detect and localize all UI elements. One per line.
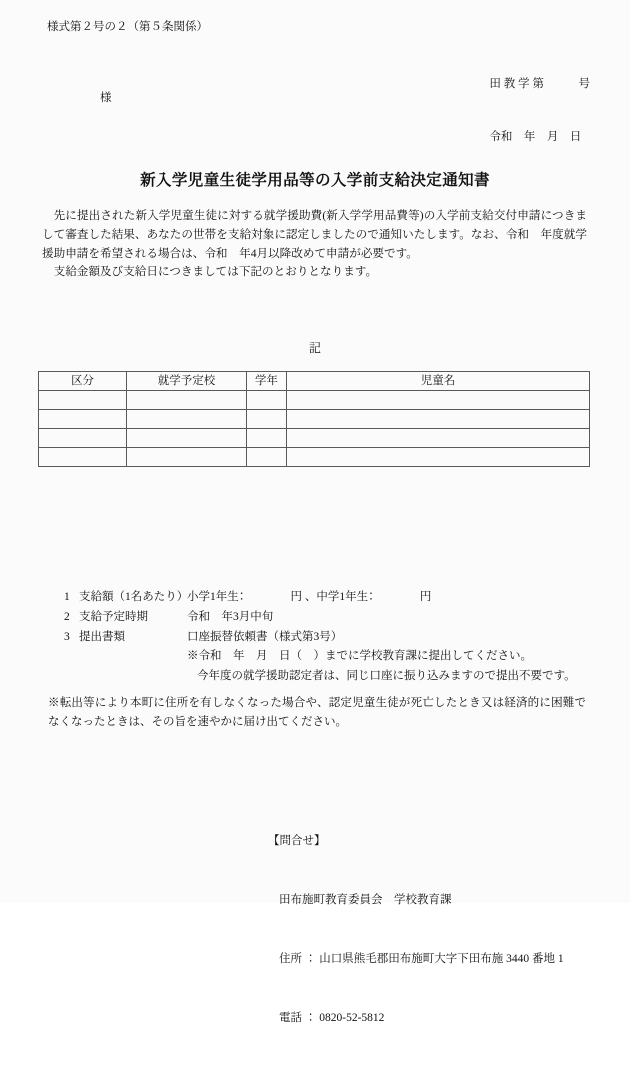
body-text — [42, 207, 587, 282]
detail-submission-exemption: 今年度の就学援助認定者は、同じ口座に振り込みますので提出不要です。 — [197, 670, 576, 683]
table-row — [39, 429, 590, 448]
detail-number: 1 — [64, 591, 70, 603]
contact-address: 住所 ： 山口県熊毛郡田布施町大字下田布施 3440 番地 1 — [279, 953, 564, 966]
document-number-block — [489, 40, 590, 183]
detail-number: 3 — [64, 630, 70, 643]
cell-school — [127, 429, 247, 448]
cell-name — [287, 429, 590, 448]
contact-heading: 【問合せ】 — [268, 834, 326, 847]
contact-phone: 電話 ： 0820-52-5812 — [279, 1012, 385, 1025]
form-number: 様式第２号の２（第５条関係） — [47, 21, 208, 33]
document-date: 令和 年 月 日 — [489, 131, 582, 144]
detail-submission-deadline: ※令和 年 月 日（ ）までに学校教育課に提出してください。 — [187, 650, 532, 663]
table-row — [39, 448, 590, 467]
column-header-school: 就学予定校 — [127, 372, 247, 391]
cell-grade — [247, 410, 287, 429]
cell-kubun — [39, 448, 127, 467]
cell-school — [127, 391, 247, 410]
notice-paragraph: ※転出等により本町に住所を有しなくなった場合や、認定児童生徒が死亡したとき又は経済的に困難でなくなったときは、その旨を速やかに届け出てください。 — [48, 697, 586, 728]
table-row — [39, 410, 590, 429]
cell-name — [287, 410, 590, 429]
table-row — [39, 391, 590, 410]
addressee-field: 様 — [100, 92, 112, 104]
notice-text — [48, 694, 586, 732]
column-header-kubun: 区分 — [39, 372, 127, 391]
body-paragraph-2: 支給金額及び支給日につきましては下記のとおりとなります。 — [53, 265, 378, 279]
detail-item-3 — [64, 628, 576, 648]
payment-detail-list — [64, 588, 576, 687]
cell-kubun — [39, 410, 127, 429]
column-header-name: 児童名 — [287, 372, 590, 391]
cell-name — [287, 448, 590, 467]
page-title: 新入学児童生徒学用品等の入学前支給決定通知書 — [140, 172, 490, 189]
detail-value: 令和 年3月中旬 — [187, 610, 274, 623]
cell-kubun — [39, 429, 127, 448]
cell-grade — [247, 448, 287, 467]
cell-grade — [247, 391, 287, 410]
detail-item-1 — [64, 588, 576, 608]
detail-item-2 — [64, 608, 576, 628]
detail-number: 2 — [64, 610, 70, 623]
detail-label: 支給額（1名あたり） — [79, 591, 189, 603]
body-paragraph-1: 先に提出された新入学児童生徒に対する就学援助費(新入学学用品費等)の入学前支給交付申請につきまして審査した結果、あなたの世帯を支給対象に認定しましたので通知いたします。なお、令和 年度就学援助申請を希望される場合は、令和 年4月以降改めて申請が必要です。 — [42, 209, 587, 260]
cell-grade — [247, 429, 287, 448]
cell-name — [287, 391, 590, 410]
detail-value: 口座振替依頼書（様式第3号） — [187, 630, 343, 643]
table-header-row — [39, 372, 590, 391]
cell-school — [127, 410, 247, 429]
contact-organization: 田布施町教育委員会 学校教育課 — [279, 893, 452, 906]
student-record-table — [38, 371, 590, 467]
cell-school — [127, 448, 247, 467]
detail-label: 支給予定時期 — [79, 610, 148, 623]
column-header-grade: 学年 — [247, 372, 287, 391]
document-number: 田 教 学 第 号 — [489, 77, 590, 90]
contact-block — [268, 792, 564, 1069]
ki-marker: 記 — [308, 341, 321, 355]
detail-value: 小学1年生： 円 、中学1年生： 円 — [187, 591, 432, 603]
detail-label: 提出書類 — [79, 630, 125, 643]
cell-kubun — [39, 391, 127, 410]
